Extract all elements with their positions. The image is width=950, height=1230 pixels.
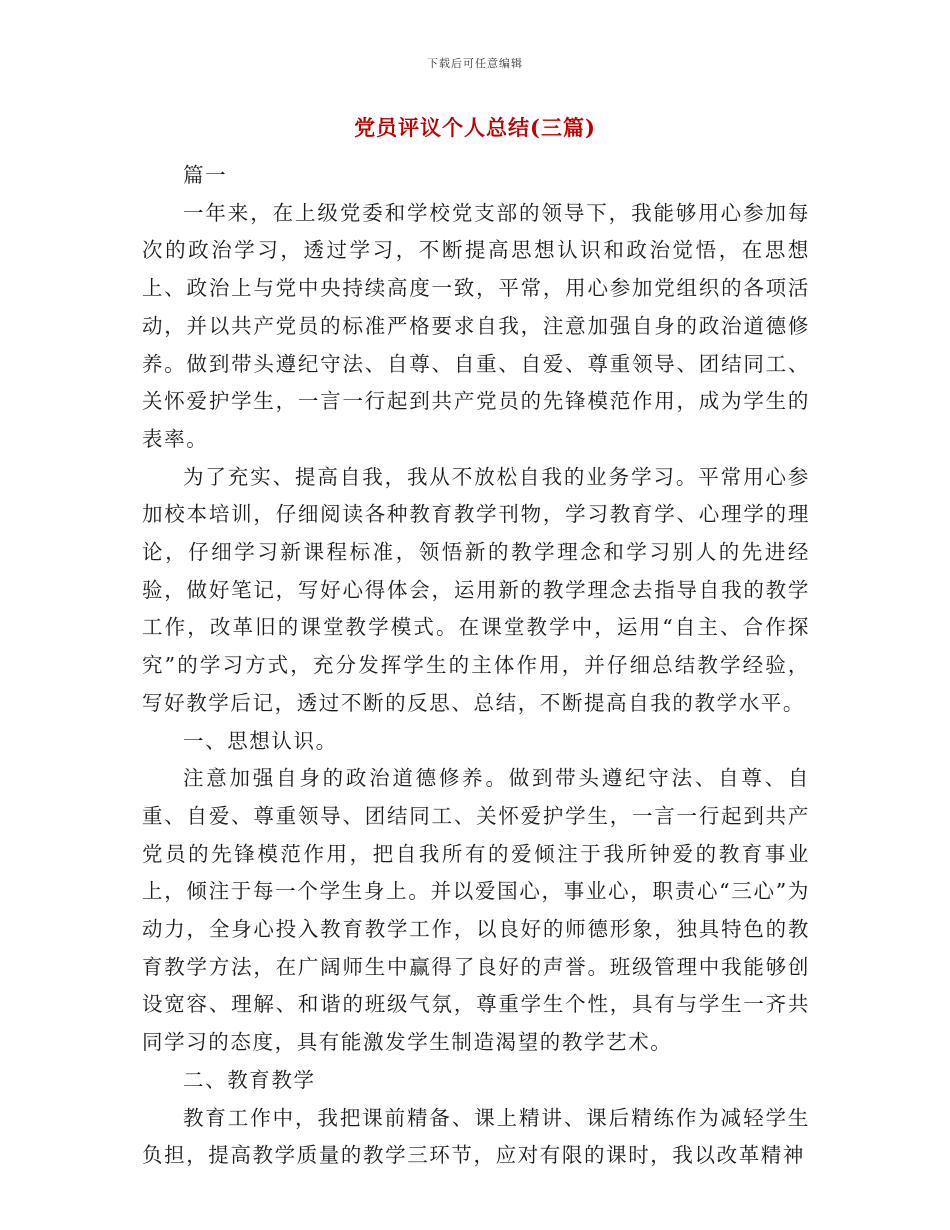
section-heading-thought: 一、思想认识。 [183, 728, 338, 753]
body-paragraph: 教育工作中，我把课前精备、课上精讲、课后精练作为减轻学生负担，提高教学质量的教学三环节，应对有限的课时，我以改革精神 [142, 1105, 810, 1168]
document-title: 党员评议个人总结(三篇) [354, 115, 596, 140]
section-heading-teaching: 二、教育教学 [183, 1067, 316, 1092]
body-paragraph: 一年来，在上级党委和学校党支部的领导下，我能够用心参加每次的政治学习，透过学习，不断提高思想认识和政治觉悟，在思想上、政治上与党中央持续高度一致，平常，用心参加党组织的各项活动，并以共产党员的标准严格要求自我，注意加强自身的政治道德修养。做到带头遵纪守法、自尊、自重、自爱、尊重领导、团结同工、关怀爱护学生，一言一行起到共产党员的先锋模范作用，成为学生的表率。 [142, 200, 810, 451]
body-paragraph: 为了充实、提高自我，我从不放松自我的业务学习。平常用心参加校本培训，仔细阅读各种教育教学刊物，学习教育学、心理学的理论，仔细学习新课程标准，领悟新的教学理念和学习别人的先进经验，做好笔记，写好心得体会，运用新的教学理念去指导自我的教学工作，改革旧的课堂教学模式。在课堂教学中，运用“自主、合作探究”的学习方式，充分发挥学生的主体作用，并仔细总结教学经验，写好教学后记，透过不断的反思、总结，不断提高自我的教学水平。 [142, 464, 810, 715]
page-header-note: 下载后可任意编辑 [427, 57, 523, 70]
body-paragraph: 注意加强自身的政治道德修养。做到带头遵纪守法、自尊、自重、自爱、尊重领导、团结同工、关怀爱护学生，一言一行起到共产党员的先锋模范作用，把自我所有的爱倾注于我所钟爱的教育事业上，倾注于每一个学生身上。并以爱国心，事业心，职责心“三心”为动力，全身心投入教育教学工作，以良好的师德形象，独具特色的教育教学方法，在广阔师生中赢得了良好的声誉。班级管理中我能够创设宽容、理解、和谐的班级气氛，尊重学生个性，具有与学生一齐共同学习的态度，具有能激发学生制造渴望的教学艺术。 [142, 766, 810, 1055]
document-body [142, 157, 810, 1175]
section-label-part-one: 篇一 [183, 163, 228, 187]
